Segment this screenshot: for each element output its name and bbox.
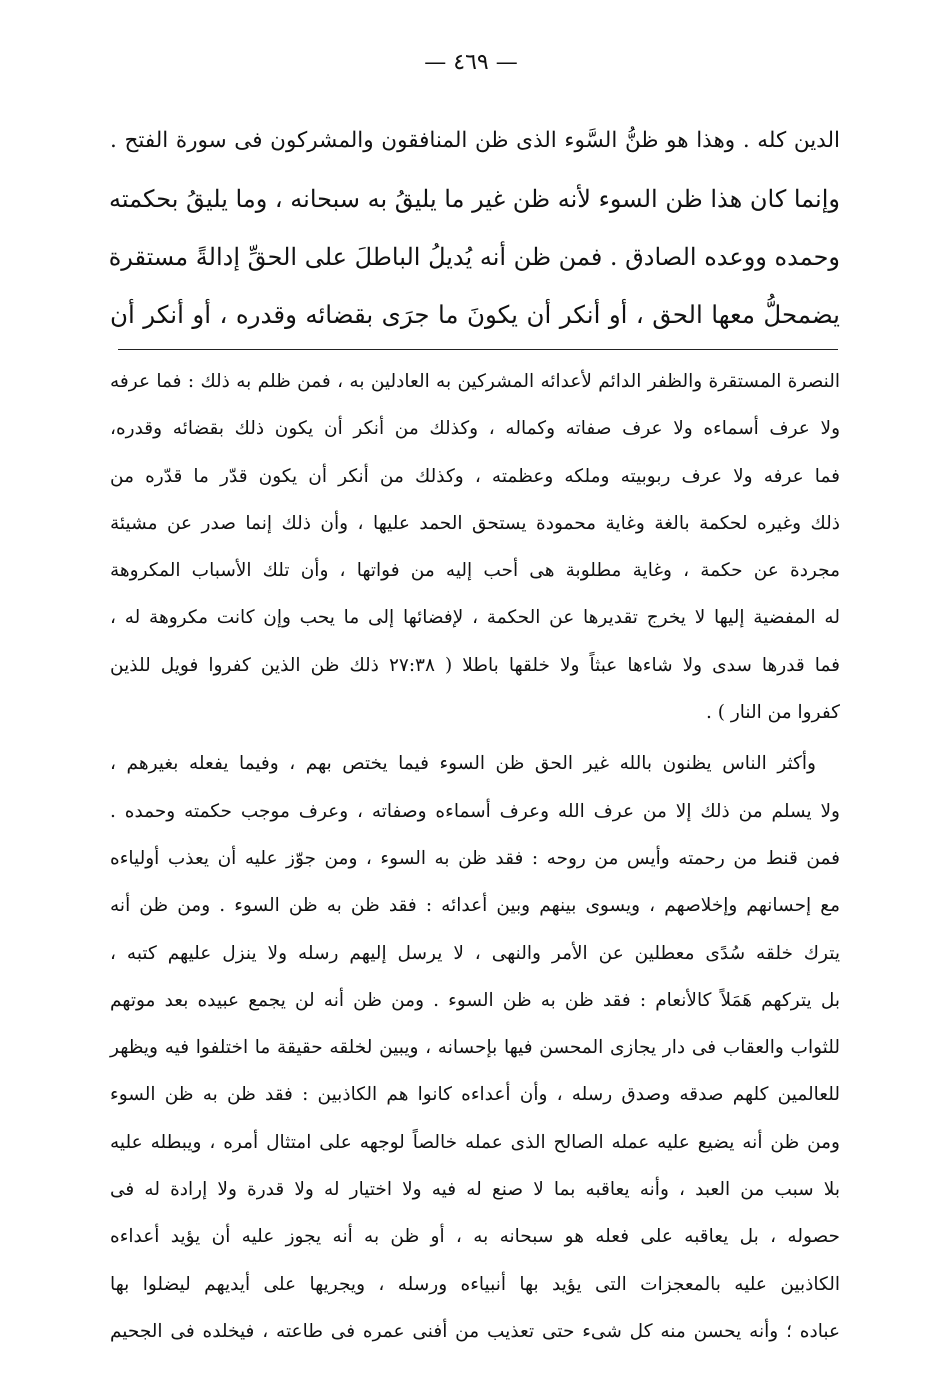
footnote-line: عباده ؛ وأنه يحسن منه كل شىء حتى تعذيب من أفنى عمره فى طاعته ، فيخلده فى الجحيم (110, 1320, 840, 1342)
footnote-line: مع إحسانهم وإخلاصهم ، ويسوى بينهم وبين أعدائه : فقد ظن به ظن السوء . ومن ظن أنه (110, 895, 840, 917)
footnote-line: بلا سبب من العبد ، وأنه يعاقبه بما لا صنع له فيه ولا اختيار له ولا قدرة ولا إرادة له فى (110, 1179, 840, 1201)
footnote-line: ولا يسلم من ذلك إلا من عرف الله وعرف أسماءه وصفاته ، وعرف موجب حكمته وحمده . (110, 800, 840, 822)
footnote-line: ومن ظن أنه يضيع عليه عمله الصالح الذى عمله خالصاً لوجهه على امتثال أمره ، ويبطله عليه (110, 1131, 840, 1153)
footnote-line: بل يتركهم هَمَلاً كالأنعام : فقد ظن به ظن السوء . ومن ظن أنه لن يجمع عبيده بعد موتهم (110, 989, 840, 1011)
footnote-line: فما قدرها سدى ولا شاءها عبثاً ولا خلقها باطلا ( ٢٧:٣٨ ذلك ظن الذين كفروا فويل للذين (110, 654, 840, 676)
footnote-line: للثواب والعقاب فى دار يجازى المحسن فيها بإحسانه ، ويبين لخلقه حقيقة ما اختلفوا فيه ويظهر (110, 1037, 840, 1059)
footnote-line: مجردة عن حكمة ، وغاية مطلوبة هى أحب إليه من فواتها ، وأن تلك الأسباب المكروهة (110, 560, 840, 582)
page-number: — ٤٦٩ — (424, 50, 518, 75)
footnote-line: يترك خلقه سُدًى معطلين عن الأمر والنهى ، لا يرسل إليهم رسله ولا ينزل عليهم كتبه ، (110, 942, 840, 964)
footnote-line: ولا عرف أسماءه ولا عرف صفاته وكماله ، وكذلك من أنكر أن يكون ذلك بقضائه وقدره، (110, 418, 840, 440)
footnote-text (110, 358, 840, 1355)
footnote-divider (118, 349, 838, 350)
footnote-line: كفروا من النار ) . (706, 702, 840, 724)
main-text-line: الدين كله . وهذا هو ظنُّ السَّوء الذى ظن المنافقون والمشركون فى سورة الفتح . (110, 128, 840, 153)
footnote-line: النصرة المستقرة والظفر الدائم لأعدائه المشركين به العادلين به ، فمن ظلم به ذلك : فما عرفه (110, 371, 840, 392)
footnote-line: للعالمين كلهم صدقه وصدق رسله ، وأن أعداءه كانوا هم الكاذبين : فقد ظن به ظن السوء (110, 1084, 840, 1106)
main-text-line: يضمحلُّ معها الحق ، أو أنكر أن يكونَ ما جرَى بقضائه وقدره ، أو أنكر أن (110, 300, 840, 329)
main-text (110, 112, 840, 344)
footnote-line: فمن قنط من رحمته وأيس من روحه : فقد ظن به السوء ، ومن جوّز عليه أن يعذب أولياءه (110, 847, 840, 869)
main-text-line: وإنما كان هذا ظن السوء لأنه ظن غير ما يليقُ به سبحانه ، وما يليقُ بحكمته (108, 185, 840, 213)
footnote-line: فما عرفه ولا عرف ربوبيته وملكه وعظمته ، وكذلك من أنكر أن يكون قدّر ما قدّره من (110, 465, 840, 487)
footnote-line: وأكثر الناس يظنون بالله غير الحق ظن السوء فيما يختص بهم ، وفيما يفعله بغيرهم ، (110, 753, 816, 775)
footnote-line: الكاذبين عليه بالمعجزات التى يؤيد بها أنبياءه ورسله ، ويجريها على أيديهم ليضلوا بها (110, 1273, 840, 1295)
footnote-line: له المفضية إليها لا يخرج تقديرها عن الحكمة ، لإفضائها إلى ما يحب وإن كانت مكروهة له ، (110, 607, 840, 629)
main-text-line: وحمده ووعده الصادق . فمن ظن أنه يُديلُ الباطلَ على الحقِّ إدالةً مستقرة (108, 243, 840, 271)
footnote-line: حصوله ، بل يعاقبه على فعله هو سبحانه به ، أو ظن به أنه يجوز عليه أن يؤيد أعداءه (110, 1226, 840, 1248)
footnote-line: ذلك وغيره لحكمة بالغة وغاية محمودة يستحق الحمد عليها ، وأن ذلك إنما صدر عن مشيئة (110, 512, 840, 534)
